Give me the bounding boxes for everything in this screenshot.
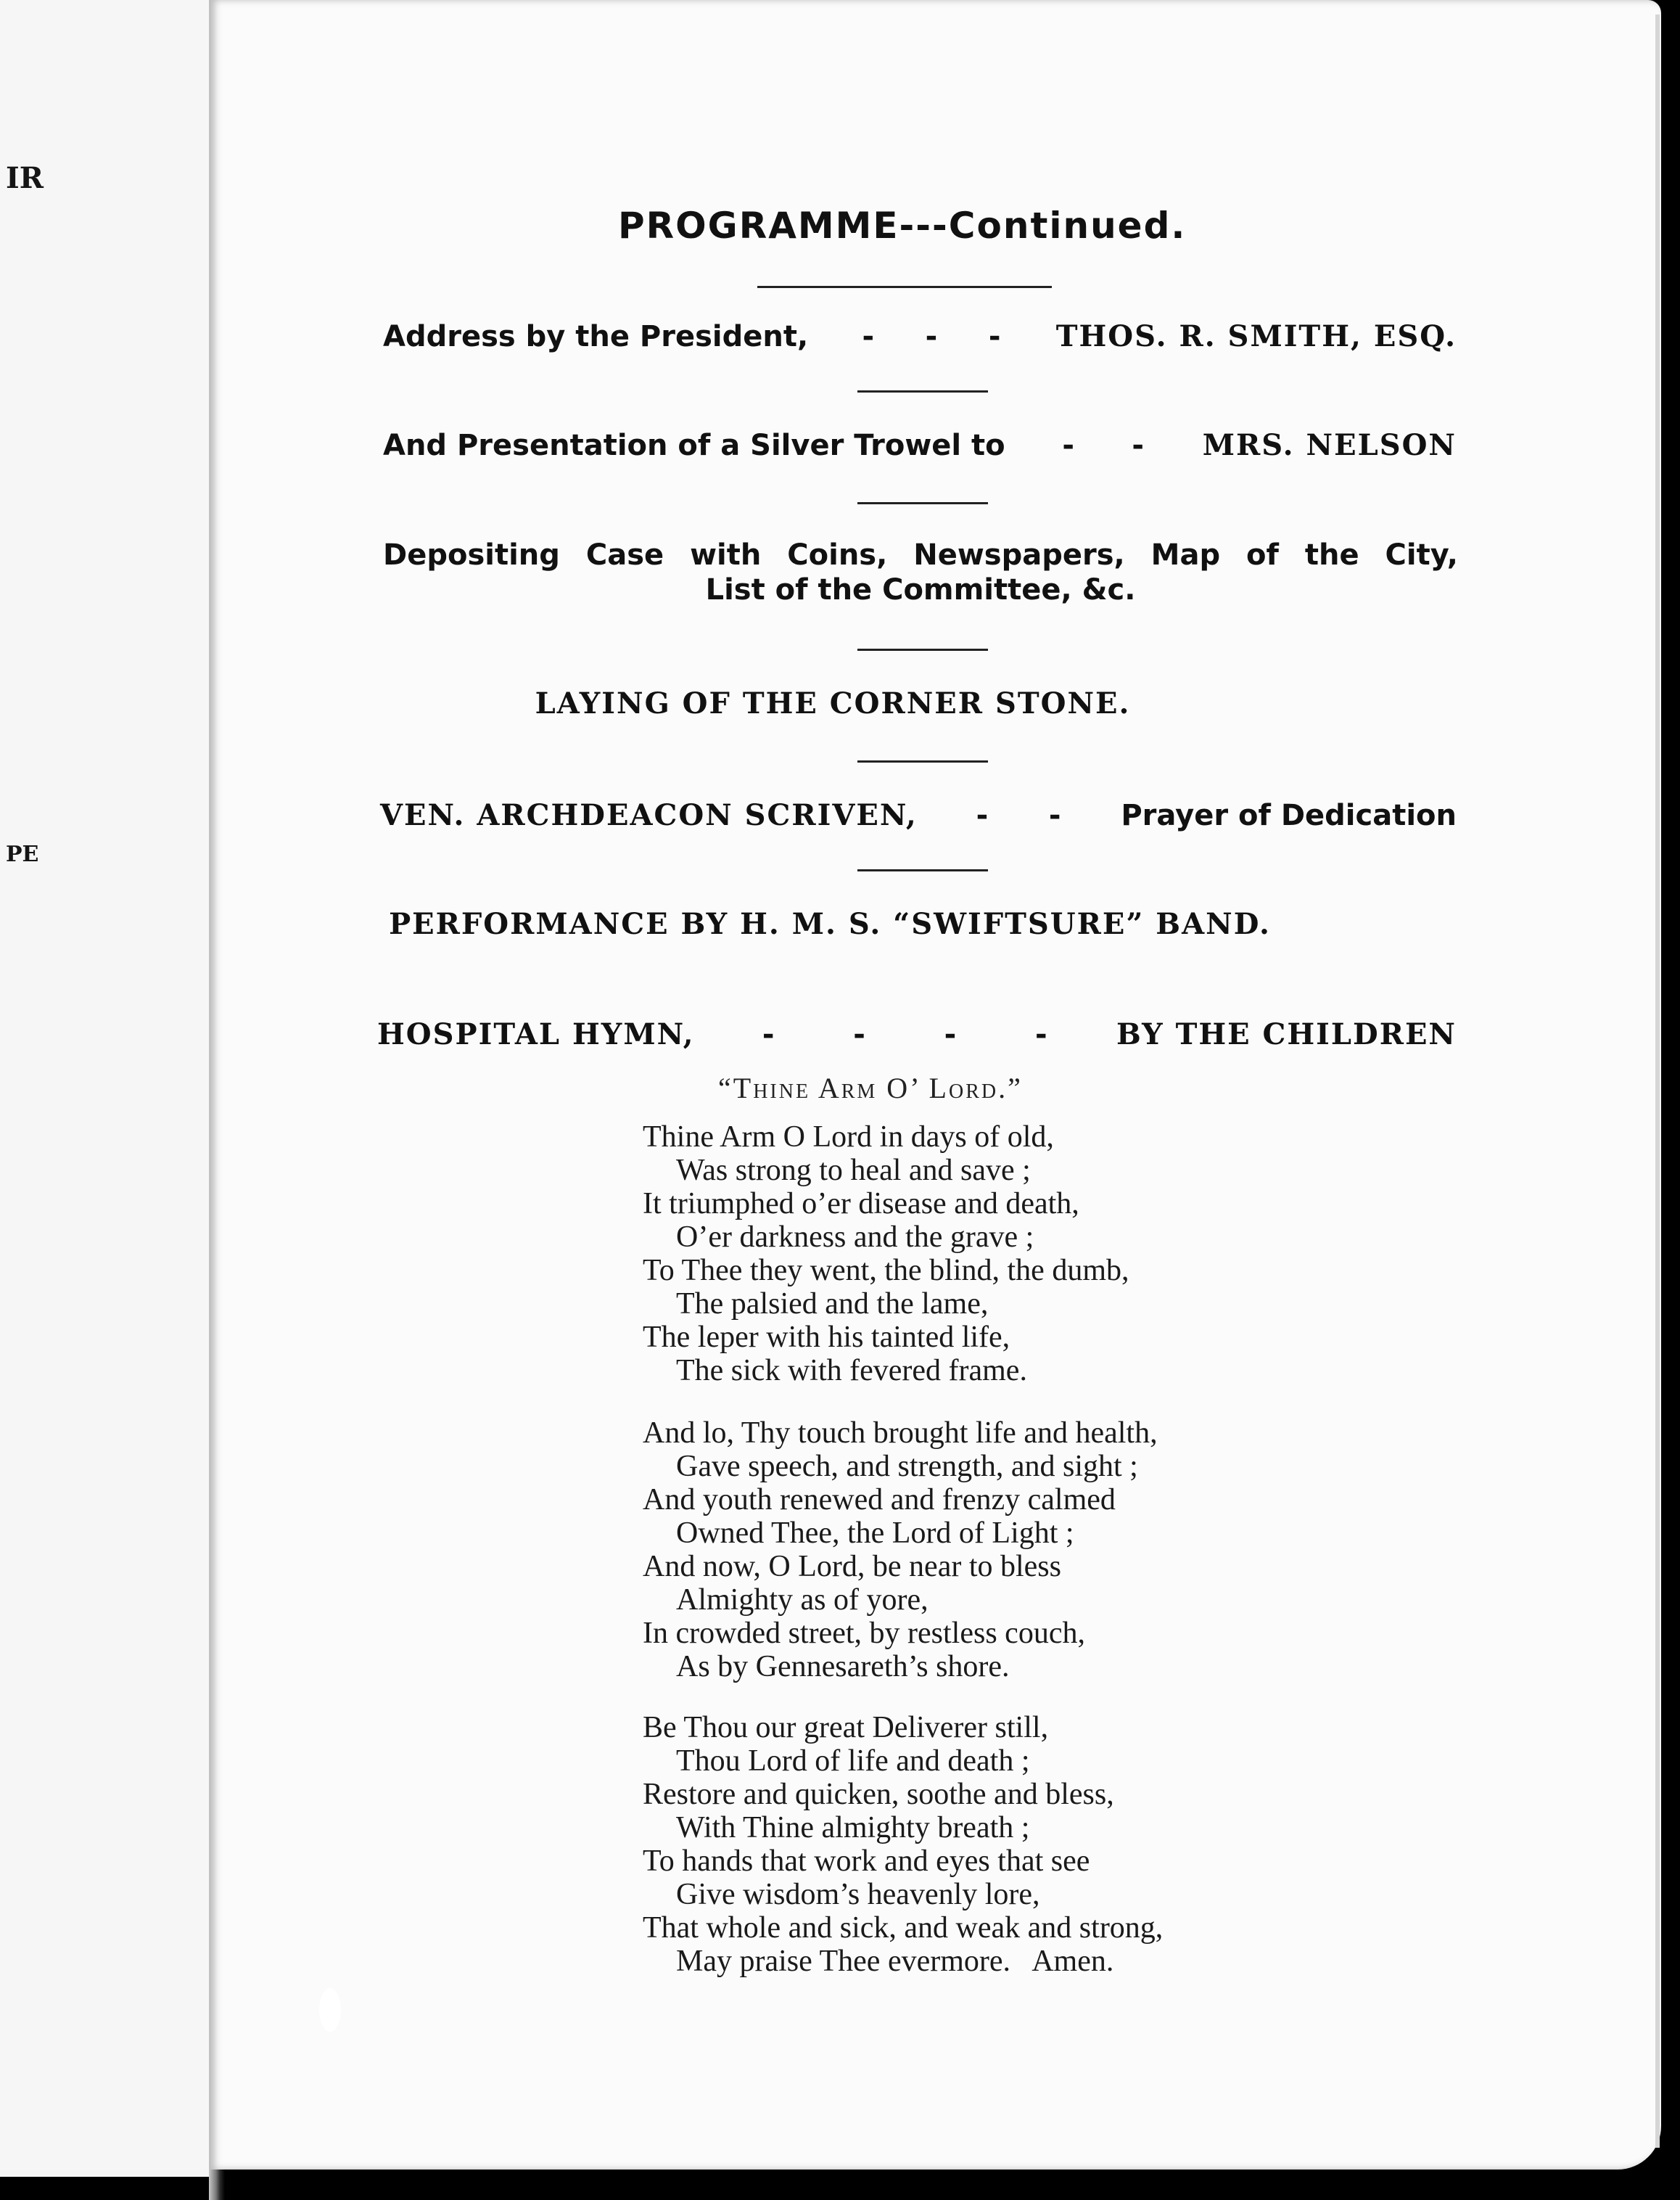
address-speaker: THOS. R. SMITH, ESQ.: [1055, 319, 1457, 353]
verse-line: Owned Thee, the Lord of Light ;: [676, 1516, 1074, 1550]
verse-line: Thou Lord of life and death ;: [676, 1744, 1030, 1778]
programme-item-address: [383, 319, 1457, 353]
verse-line: Give wisdom’s heavenly lore,: [676, 1878, 1040, 1911]
leader-dashes: - - -: [862, 320, 1002, 353]
verse-line: That whole and sick, and weak and strong,: [643, 1911, 1164, 1945]
verse-line: The sick with fevered frame.: [676, 1354, 1027, 1387]
verse-line: It triumphed o’er disease and death,: [643, 1187, 1079, 1220]
verse-line: As by Gennesareth’s shore.: [676, 1650, 1010, 1683]
leader-dashes: - -: [976, 799, 1063, 832]
depositing-line-1: Depositing Case with Coins, Newspapers, Map of the City,: [383, 538, 1458, 572]
programme-item-hymn: [377, 1017, 1457, 1051]
depositing-line-2: List of the Committee, &c.: [705, 573, 1136, 607]
left-facing-page: [0, 0, 218, 2177]
verse-line: Almighty as of yore,: [676, 1583, 928, 1617]
verse-line: To Thee they went, the blind, the dumb,: [643, 1254, 1129, 1287]
hymn-stanza-3: [643, 1711, 1163, 1978]
left-page-fragment-top: IR: [6, 161, 44, 195]
left-page-fragment-mid: PE: [6, 842, 39, 867]
divider-rule: [857, 502, 988, 504]
hymn-stanza-1: [643, 1120, 1129, 1387]
presentation-recipient: MRS. NELSON: [1202, 428, 1457, 462]
programme-item-prayer: [380, 798, 1457, 832]
hymn-label: HOSPITAL HYMN,: [377, 1017, 695, 1051]
verse-line: Be Thou our great Deliverer still,: [643, 1711, 1049, 1744]
programme-item-depositing: [383, 538, 1458, 607]
verse-line: Gave speech, and strength, and sight ;: [676, 1450, 1138, 1483]
page-title: PROGRAMME---Continued.: [618, 205, 1187, 247]
programme-item-performance: PERFORMANCE BY H. M. S. “SWIFTSURE” BAND.: [389, 907, 1271, 941]
verse-line: The palsied and the lame,: [676, 1287, 989, 1321]
paper-blemish: [319, 1988, 341, 2032]
prayer-officiant: VEN. ARCHDEACON SCRIVEN,: [380, 798, 918, 832]
leader-dashes: - - - -: [762, 1018, 1049, 1051]
verse-line: Restore and quicken, soothe and bless,: [643, 1778, 1114, 1811]
title-rule: [757, 286, 1052, 288]
divider-rule: [857, 649, 988, 651]
presentation-label: And Presentation of a Silver Trowel to: [383, 429, 1005, 462]
leader-dashes: - -: [1062, 429, 1145, 462]
verse-line: And lo, Thy touch brought life and health,: [643, 1416, 1158, 1450]
verse-line: In crowded street, by restless couch,: [643, 1617, 1085, 1650]
divider-rule: [857, 760, 988, 763]
hymn-performers: BY THE CHILDREN: [1116, 1017, 1457, 1051]
hymn-stanza-2: [643, 1416, 1158, 1683]
verse-line: Thine Arm O Lord in days of old,: [643, 1120, 1054, 1154]
verse-line: Was strong to heal and save ;: [676, 1154, 1031, 1187]
programme-item-presentation: [383, 428, 1457, 462]
hymn-title: “Thine Arm O’ Lord.”: [718, 1072, 1023, 1104]
verse-line: With Thine almighty breath ;: [676, 1811, 1030, 1844]
page-edge: [1655, 15, 1660, 2148]
divider-rule: [857, 390, 988, 393]
prayer-label: Prayer of Dedication: [1121, 799, 1457, 832]
verse-line: And youth renewed and frenzy calmed: [643, 1483, 1116, 1516]
verse-line: O’er darkness and the grave ;: [676, 1220, 1034, 1254]
verse-line: The leper with his tainted life,: [643, 1321, 1010, 1354]
verse-line: And now, O Lord, be near to bless: [643, 1550, 1061, 1583]
verse-line: May praise Thee evermore. Amen.: [676, 1945, 1114, 1978]
programme-item-laying: LAYING OF THE CORNER STONE.: [535, 686, 1131, 721]
address-label: Address by the President,: [383, 320, 809, 353]
verse-line: To hands that work and eyes that see: [643, 1844, 1090, 1878]
divider-rule: [857, 869, 988, 871]
